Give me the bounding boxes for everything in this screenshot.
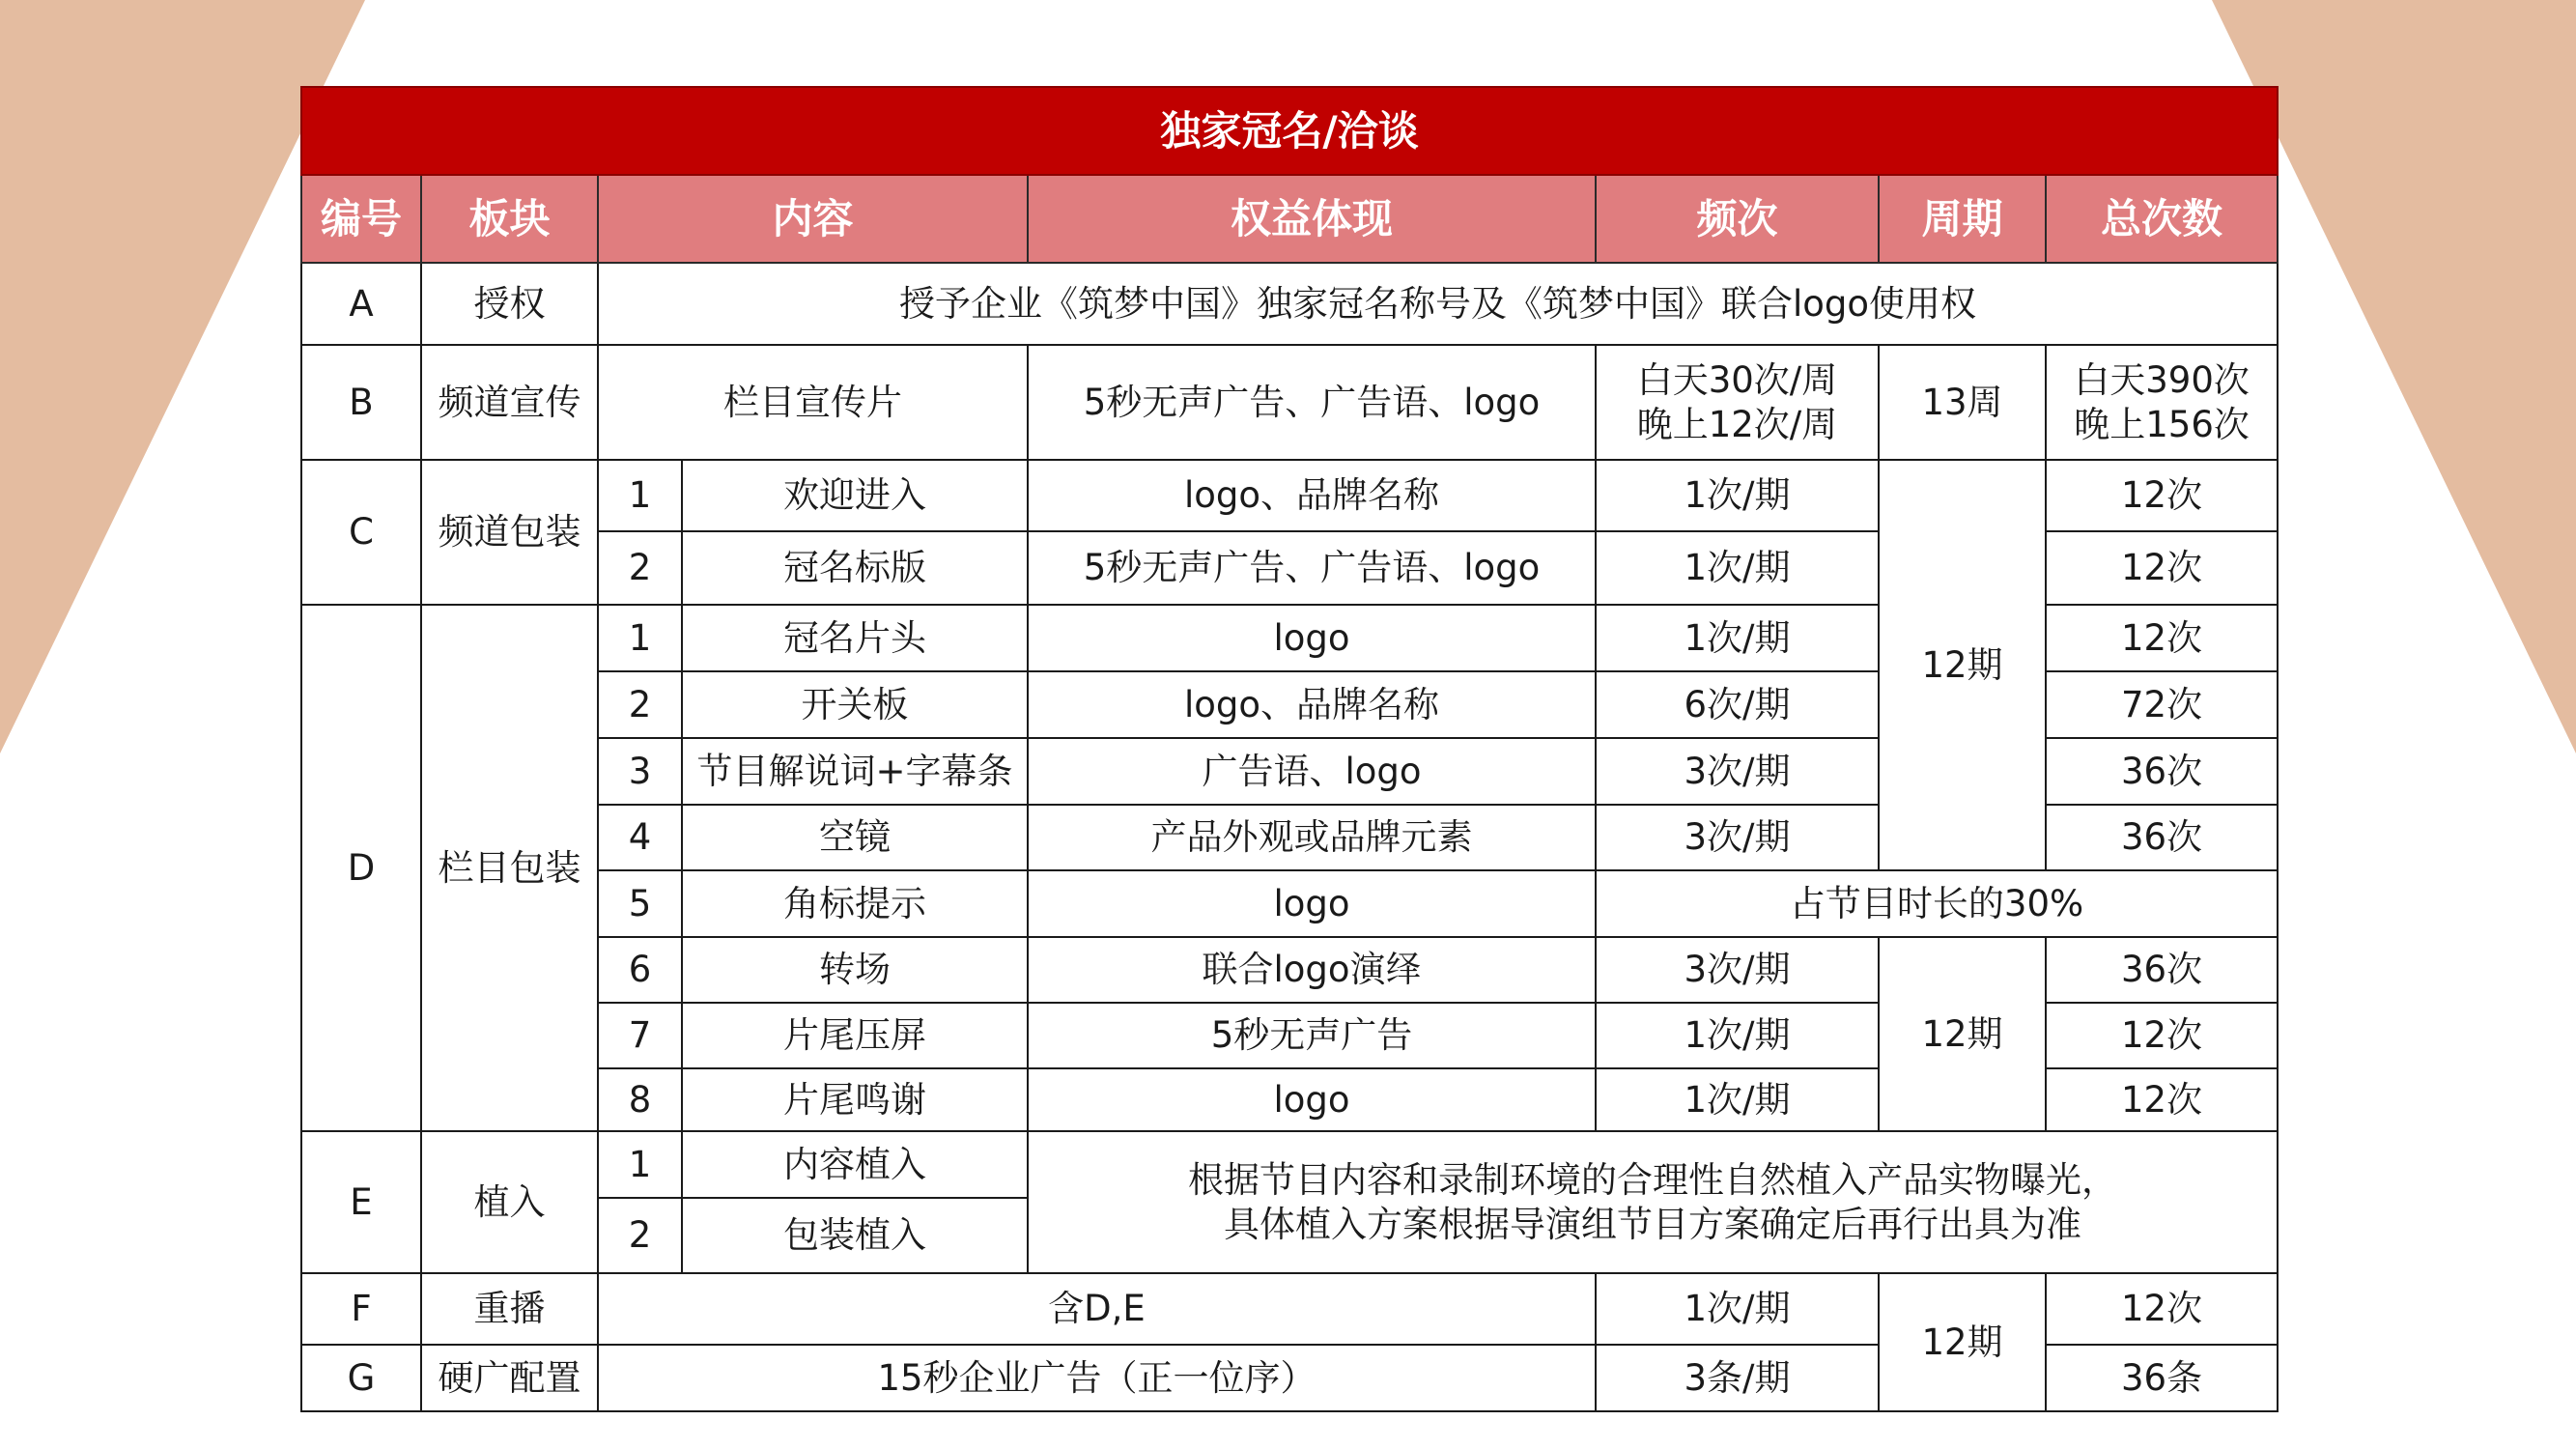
item-name: 空镜: [682, 805, 1028, 870]
item-total: 12次: [2046, 460, 2278, 531]
row-section: 栏目包装: [421, 605, 598, 1131]
item-number: 2: [598, 1198, 682, 1273]
row-code: D: [301, 605, 421, 1131]
item-total: 12次: [2046, 1003, 2278, 1068]
item-number: 1: [598, 460, 682, 531]
item-benefit: logo、品牌名称: [1028, 671, 1596, 738]
item-frequency: 6次/期: [1596, 671, 1879, 738]
row-section: 授权: [421, 263, 598, 345]
row-content: 15秒企业广告（正一位序）: [598, 1345, 1596, 1411]
item-benefit: logo、品牌名称: [1028, 460, 1596, 531]
row-section: 重播: [421, 1273, 598, 1345]
table-row-b: [301, 345, 2278, 460]
item-number: 2: [598, 531, 682, 605]
item-frequency: 1次/期: [1596, 1068, 1879, 1131]
item-number: 4: [598, 805, 682, 870]
header-section: 板块: [421, 175, 598, 263]
title-row: [301, 87, 2278, 175]
row-total: 36条: [2046, 1345, 2278, 1411]
sponsorship-table: [300, 86, 2279, 1412]
frequency-day: 白天30次/周: [1636, 358, 1838, 401]
cycle-group-2: 12期: [1879, 937, 2046, 1131]
row-code: F: [301, 1273, 421, 1345]
item-number: 6: [598, 937, 682, 1003]
row-cycle: 13周: [1879, 345, 2046, 460]
item-total: 12次: [2046, 605, 2278, 671]
placement-note: [1028, 1131, 2278, 1273]
item-benefit: logo: [1028, 1068, 1596, 1131]
header-benefit: 权益体现: [1028, 175, 1596, 263]
row-item: 栏目宣传片: [598, 345, 1028, 460]
item-frequency: 3次/期: [1596, 738, 1879, 805]
item-name: 内容植入: [682, 1131, 1028, 1198]
item-frequency: 1次/期: [1596, 1003, 1879, 1068]
row-benefit: 5秒无声广告、广告语、logo: [1028, 345, 1596, 460]
item-number: 7: [598, 1003, 682, 1068]
row-section: 频道宣传: [421, 345, 598, 460]
row-section: 硬广配置: [421, 1345, 598, 1411]
table-row-a: [301, 263, 2278, 345]
item-name: 开关板: [682, 671, 1028, 738]
item-number: 5: [598, 870, 682, 937]
item-total: 36次: [2046, 805, 2278, 870]
table-row-c1: [301, 460, 2278, 531]
item-frequency: 1次/期: [1596, 460, 1879, 531]
table-title: 独家冠名/洽谈: [301, 87, 2278, 175]
item-benefit: 5秒无声广告: [1028, 1003, 1596, 1068]
total-day: 白天390次: [2074, 358, 2250, 401]
header-total: 总次数: [2046, 175, 2278, 263]
item-number: 3: [598, 738, 682, 805]
frequency-night: 晚上12次/周: [1636, 403, 1838, 445]
row-frequency: [1596, 345, 1879, 460]
row-section: 频道包装: [421, 460, 598, 605]
item-name: 冠名标版: [682, 531, 1028, 605]
row-code: C: [301, 460, 421, 605]
item-span-note: 占节目时长的30%: [1596, 870, 2278, 937]
row-content: 授予企业《筑梦中国》独家冠名称号及《筑梦中国》联合logo使用权: [598, 263, 2278, 345]
table-row-d6: [301, 937, 2278, 1003]
header-cycle: 周期: [1879, 175, 2046, 263]
placement-note-line-2: 具体植入方案根据导演组节目方案确定后再行出具为准: [1224, 1203, 2082, 1245]
item-number: 2: [598, 671, 682, 738]
item-benefit: 5秒无声广告、广告语、logo: [1028, 531, 1596, 605]
item-name: 欢迎进入: [682, 460, 1028, 531]
row-section: 植入: [421, 1131, 598, 1273]
item-name: 片尾鸣谢: [682, 1068, 1028, 1131]
row-code: A: [301, 263, 421, 345]
row-code: G: [301, 1345, 421, 1411]
item-total: 72次: [2046, 671, 2278, 738]
row-total: [2046, 345, 2278, 460]
cycle-group-3: 12期: [1879, 1273, 2046, 1411]
item-benefit: logo: [1028, 605, 1596, 671]
row-content: 含D,E: [598, 1273, 1596, 1345]
row-code: B: [301, 345, 421, 460]
item-benefit: logo: [1028, 870, 1596, 937]
cycle-group-1: 12期: [1879, 460, 2046, 870]
item-benefit: 广告语、logo: [1028, 738, 1596, 805]
total-night: 晚上156次: [2074, 403, 2250, 445]
item-benefit: 联合logo演绎: [1028, 937, 1596, 1003]
placement-note-line-1: 根据节目内容和录制环境的合理性自然植入产品实物曝光，: [1188, 1158, 2118, 1201]
item-total: 36次: [2046, 937, 2278, 1003]
item-frequency: 3次/期: [1596, 937, 1879, 1003]
item-frequency: 3次/期: [1596, 805, 1879, 870]
row-frequency: 1次/期: [1596, 1273, 1879, 1345]
item-name: 冠名片头: [682, 605, 1028, 671]
header-row: [301, 175, 2278, 263]
item-name: 转场: [682, 937, 1028, 1003]
item-name: 包装植入: [682, 1198, 1028, 1273]
item-frequency: 1次/期: [1596, 531, 1879, 605]
item-total: 12次: [2046, 531, 2278, 605]
item-number: 1: [598, 1131, 682, 1198]
header-frequency: 频次: [1596, 175, 1879, 263]
table-row-f: [301, 1273, 2278, 1345]
header-content: 内容: [598, 175, 1028, 263]
row-total: 12次: [2046, 1273, 2278, 1345]
item-name: 节目解说词+字幕条: [682, 738, 1028, 805]
item-number: 8: [598, 1068, 682, 1131]
item-total: 12次: [2046, 1068, 2278, 1131]
table-row-e1: [301, 1131, 2278, 1198]
row-code: E: [301, 1131, 421, 1273]
item-name: 角标提示: [682, 870, 1028, 937]
item-total: 36次: [2046, 738, 2278, 805]
item-frequency: 1次/期: [1596, 605, 1879, 671]
item-benefit: 产品外观或品牌元素: [1028, 805, 1596, 870]
header-code: 编号: [301, 175, 421, 263]
table-row-d5: [301, 870, 2278, 937]
item-number: 1: [598, 605, 682, 671]
item-name: 片尾压屏: [682, 1003, 1028, 1068]
row-frequency: 3条/期: [1596, 1345, 1879, 1411]
